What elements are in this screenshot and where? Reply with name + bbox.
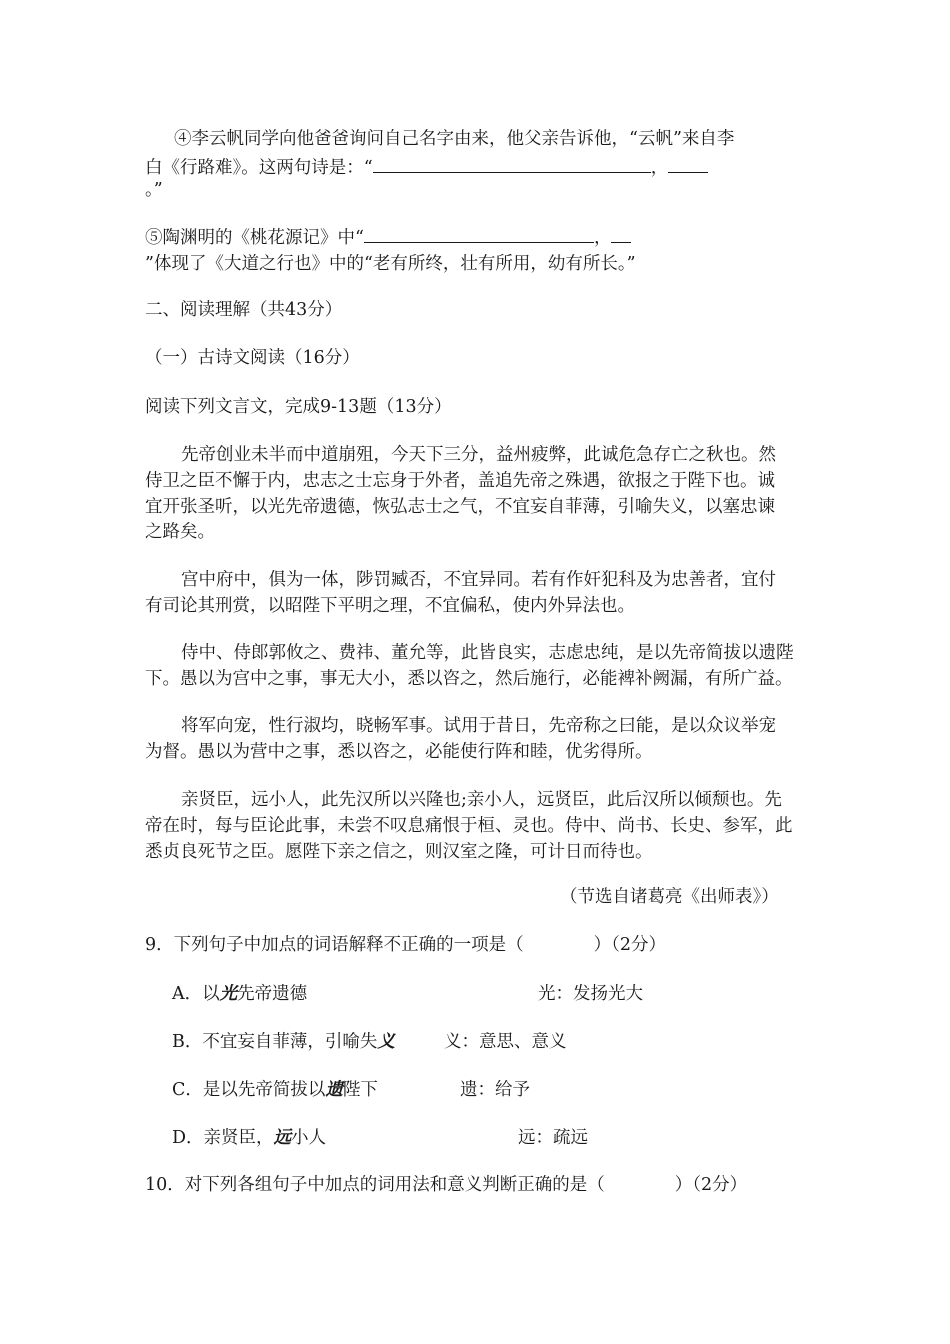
option-d-text: D．亲贤臣， <box>172 1128 274 1148</box>
passage-p5-line1: 亲贤臣，远小人，此先汉所以兴隆也;亲小人，远贤臣，此后汉所以倾颓也。先 <box>181 790 782 810</box>
passage-p2-line2: 有司论其刑赏，以昭陛下平明之理，不宜偏私，使内外异法也。 <box>145 596 635 616</box>
q9-option-c[interactable] <box>172 1080 378 1100</box>
item4-blank-2[interactable] <box>668 158 708 173</box>
item4-blank-1[interactable] <box>373 158 651 173</box>
passage-p2-line1: 宫中府中，俱为一体，陟罚臧否，不宜异同。若有作奸犯科及为忠善者，宜付 <box>181 570 776 590</box>
item5-blank-2[interactable] <box>611 228 631 243</box>
item5-line2: ”体现了《大道之行也》中的“老有所终，壮有所用，幼有所长。” <box>145 254 636 274</box>
section2-heading: 二、阅读理解（共43分） <box>145 300 343 320</box>
passage-p5-line2: 帝在时，每与臣论此事，未尝不叹息痛恨于桓、灵也。侍中、尚书、长史、参军，此 <box>145 816 793 836</box>
item4-line3: 。” <box>145 180 163 200</box>
passage-source: （节选自诸葛亮《出师表》） <box>560 887 779 907</box>
passage-p1-line4: 之路矣。 <box>145 522 215 542</box>
option-b-dotted-word: 义 <box>377 1032 395 1052</box>
passage-p1-line3: 宜开张圣听，以光先帝遗德，恢弘志士之气，不宜妄自菲薄，引喻失义，以塞忠谏 <box>145 497 775 517</box>
option-c-text-rest: 陛下 <box>342 1080 378 1100</box>
option-d-text-rest: 小人 <box>291 1128 327 1148</box>
option-a-text: A．以 <box>172 984 220 1004</box>
option-c-text: C．是以先帝简拔以 <box>172 1080 326 1100</box>
passage-p3-line2: 下。愚以为宫中之事，事无大小，悉以咨之，然后施行，必能裨补阙漏，有所广益。 <box>145 669 793 689</box>
passage-p5-line3: 悉贞良死节之臣。愿陛下亲之信之，则汉室之隆，可计日而待也。 <box>145 842 653 862</box>
option-b-text: B．不宜妄自菲薄，引喻失 <box>172 1032 378 1052</box>
q9-stem: 9．下列句子中加点的词语解释不正确的一项是（ ）（2分） <box>145 935 667 955</box>
item5-line1-text: ⑤陶渊明的《桃花源记》中“ <box>145 228 364 248</box>
part1-heading: （一）古诗文阅读（16分） <box>145 348 360 368</box>
item5-line1 <box>145 228 631 248</box>
q9-option-d[interactable] <box>172 1128 326 1148</box>
q10-stem: 10．对下列各组句子中加点的词用法和意义判断正确的是（ ）（2分） <box>145 1175 748 1195</box>
q9-option-b[interactable] <box>172 1032 395 1052</box>
passage-p4-line1: 将军向宠，性行淑均，晓畅军事。试用于昔日，先帝称之曰能，是以众议举宠 <box>181 716 776 736</box>
passage-p1-line1: 先帝创业未半而中道崩殂，今天下三分，益州疲弊，此诚危急存亡之秋也。然 <box>181 445 776 465</box>
item5-comma: ， <box>593 228 612 248</box>
option-a-text-rest: 先帝遗德 <box>237 984 308 1004</box>
item4-line2-text: 白《行路难》。这两句诗是：“ <box>145 158 373 178</box>
option-d-dotted-word: 远 <box>273 1128 292 1148</box>
passage-p4-line2: 为督。愚以为营中之事，悉以咨之，必能使行阵和睦，优劣得所。 <box>145 742 653 762</box>
q9-option-a-gloss: 光：发扬光大 <box>538 984 643 1004</box>
reading-instruction: 阅读下列文言文，完成9-13题（13分） <box>145 397 452 417</box>
q9-option-b-gloss: 义：意思、意义 <box>444 1032 567 1052</box>
q9-option-a[interactable] <box>172 984 307 1004</box>
item5-blank-1[interactable] <box>364 228 594 243</box>
q9-option-d-gloss: 远：疏远 <box>518 1128 588 1148</box>
option-c-dotted-word: 遗 <box>325 1080 343 1100</box>
q9-option-c-gloss: 遗：给予 <box>460 1080 530 1100</box>
passage-p3-line1: 侍中、侍郎郭攸之、费祎、董允等，此皆良实，志虑忠纯，是以先帝简拔以遗陛 <box>181 643 794 663</box>
item4-comma: ， <box>650 158 669 178</box>
passage-p1-line2: 侍卫之臣不懈于内，忠志之士忘身于外者，盖追先帝之殊遇，欲报之于陛下也。诚 <box>145 471 775 491</box>
option-a-dotted-word: 光 <box>219 984 238 1004</box>
item4-line2 <box>145 158 708 178</box>
item4-line1: ④李云帆同学向他爸爸询问自己名字由来，他父亲告诉他，“云帆”来自李 <box>174 129 735 149</box>
